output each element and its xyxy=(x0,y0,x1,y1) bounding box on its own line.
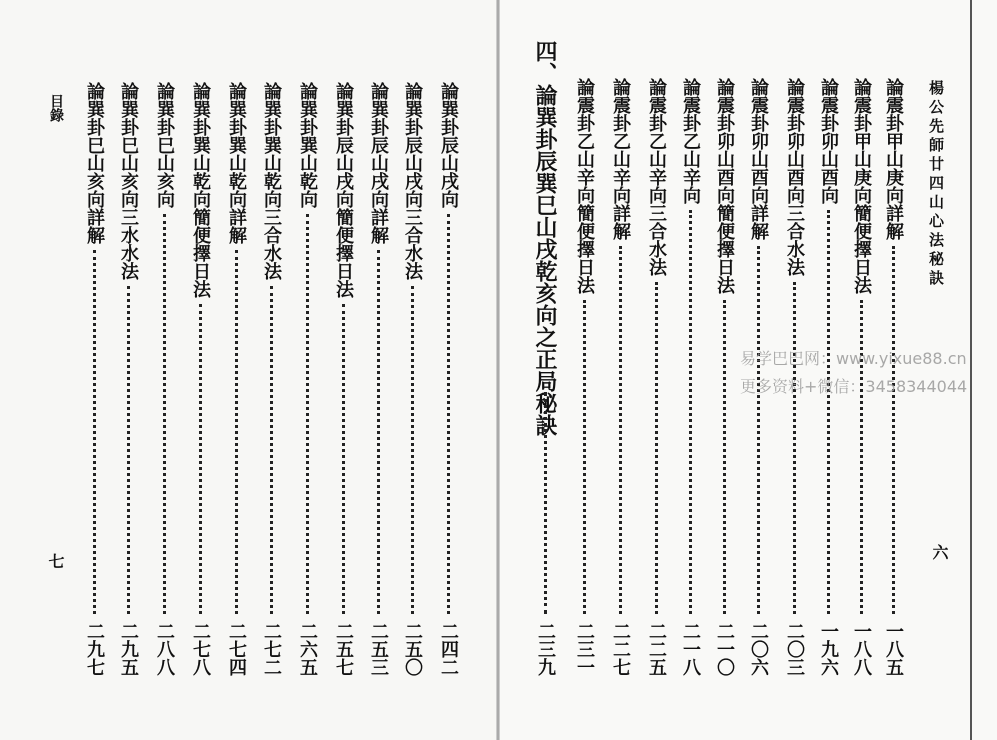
toc-entry-page-number: 二七八 xyxy=(190,622,211,676)
toc-entry-page-number: 二四二 xyxy=(438,622,459,676)
toc-entry-page-number: 二一八 xyxy=(680,622,701,676)
toc-entry-page-number: 二三一 xyxy=(574,622,595,676)
toc-leader-dots xyxy=(93,250,96,614)
toc-entry-title: 論震卦卯山酉向簡便擇日法 xyxy=(714,78,735,294)
toc-entry-title: 論巽卦巽山乾向三合水法 xyxy=(261,82,282,280)
toc-leader-dots xyxy=(583,300,586,614)
toc-entry-title: 論震卦乙山辛向簡便擇日法 xyxy=(574,78,595,294)
section-title: 四、論巽卦辰巽巳山戌乾亥向之正局秘訣 xyxy=(532,40,558,436)
toc-leader-dots xyxy=(619,246,622,614)
toc-entry-page-number: 二六五 xyxy=(297,622,318,676)
toc-entry-title: 論巽卦巳山亥向 xyxy=(154,82,175,208)
toc-entry-title: 論巽卦辰山戌向三合水法 xyxy=(402,82,423,280)
toc-entry-page-number: 二五七 xyxy=(333,622,354,676)
toc-entry-title: 論震卦乙山辛向 xyxy=(680,78,701,204)
toc-leader-dots xyxy=(199,304,202,614)
toc-leader-dots xyxy=(411,286,414,614)
toc-leader-dots xyxy=(689,210,692,614)
toc-leader-dots xyxy=(306,214,309,614)
toc-leader-dots xyxy=(447,214,450,614)
toc-entry-title: 論震卦甲山庚向簡便擇日法 xyxy=(851,78,872,294)
toc-leader-dots xyxy=(342,304,345,614)
toc-leader-dots xyxy=(793,282,796,614)
contents-label: 目錄 xyxy=(48,94,64,122)
toc-entry-page-number: 二〇六 xyxy=(748,622,769,676)
toc-entry-page-number: 一八五 xyxy=(883,622,904,676)
section-page-number: 二三九 xyxy=(535,622,556,676)
section-leader-dots xyxy=(544,392,547,614)
toc-leader-dots xyxy=(235,250,238,614)
toc-entry-page-number: 二八八 xyxy=(154,622,175,676)
toc-entry-title: 論巽卦巳山亥向三水水法 xyxy=(118,82,139,280)
watermark-line-1: 易学巴巴网：www.yixue88.cn xyxy=(740,349,967,368)
left-page-number: 七 xyxy=(46,553,65,569)
toc-entry-page-number: 二七二 xyxy=(261,622,282,676)
toc-entry-title: 論震卦甲山庚向詳解 xyxy=(883,78,904,240)
toc-leader-dots xyxy=(377,250,380,614)
toc-leader-dots xyxy=(892,246,895,614)
right-page xyxy=(498,0,997,740)
toc-entry-title: 論震卦卯山酉向詳解 xyxy=(748,78,769,240)
toc-entry-title: 論巽卦巳山亥向詳解 xyxy=(84,82,105,244)
left-page xyxy=(0,0,498,740)
toc-entry-page-number: 二七四 xyxy=(226,622,247,676)
toc-leader-dots xyxy=(270,286,273,614)
toc-entry-page-number: 二五〇 xyxy=(402,622,423,676)
toc-entry-title: 論巽卦辰山戌向詳解 xyxy=(368,82,389,244)
toc-entry-page-number: 二一〇 xyxy=(714,622,735,676)
toc-leader-dots xyxy=(163,214,166,614)
toc-entry-title: 論巽卦辰山戌向簡便擇日法 xyxy=(333,82,354,298)
toc-leader-dots xyxy=(757,246,760,614)
toc-leader-dots xyxy=(723,300,726,614)
running-header: 楊公先師廿四山心法秘訣 xyxy=(927,80,945,289)
toc-entry-page-number: 二〇三 xyxy=(784,622,805,676)
book-spine xyxy=(496,0,500,740)
toc-entry-title: 論巽卦巽山乾向詳解 xyxy=(226,82,247,244)
toc-entry-title: 論震卦乙山辛向詳解 xyxy=(610,78,631,240)
toc-entry-page-number: 二二五 xyxy=(646,622,667,676)
toc-leader-dots xyxy=(127,286,130,614)
toc-entry-page-number: 一八八 xyxy=(851,622,872,676)
toc-entry-page-number: 二五三 xyxy=(368,622,389,676)
toc-leader-dots xyxy=(827,210,830,614)
toc-entry-page-number: 二九五 xyxy=(118,622,139,676)
toc-entry-title: 論巽卦巽山乾向 xyxy=(297,82,318,208)
toc-entry-title: 論巽卦辰山戌向 xyxy=(438,82,459,208)
toc-entry-page-number: 二九七 xyxy=(84,622,105,676)
toc-entry-title: 論震卦乙山辛向三合水法 xyxy=(646,78,667,276)
right-page-number: 六 xyxy=(930,544,949,560)
toc-entry-title: 論巽卦巽山乾向簡便擇日法 xyxy=(190,82,211,298)
toc-entry-title: 論震卦卯山酉向三合水法 xyxy=(784,78,805,276)
toc-entry-page-number: 一九六 xyxy=(818,622,839,676)
toc-entry-title: 論震卦卯山酉向 xyxy=(818,78,839,204)
toc-leader-dots xyxy=(655,282,658,614)
watermark-line-2: 更多资料+微信：3458344044 xyxy=(740,377,968,396)
page-edge xyxy=(970,0,972,740)
toc-entry-page-number: 二二七 xyxy=(610,622,631,676)
